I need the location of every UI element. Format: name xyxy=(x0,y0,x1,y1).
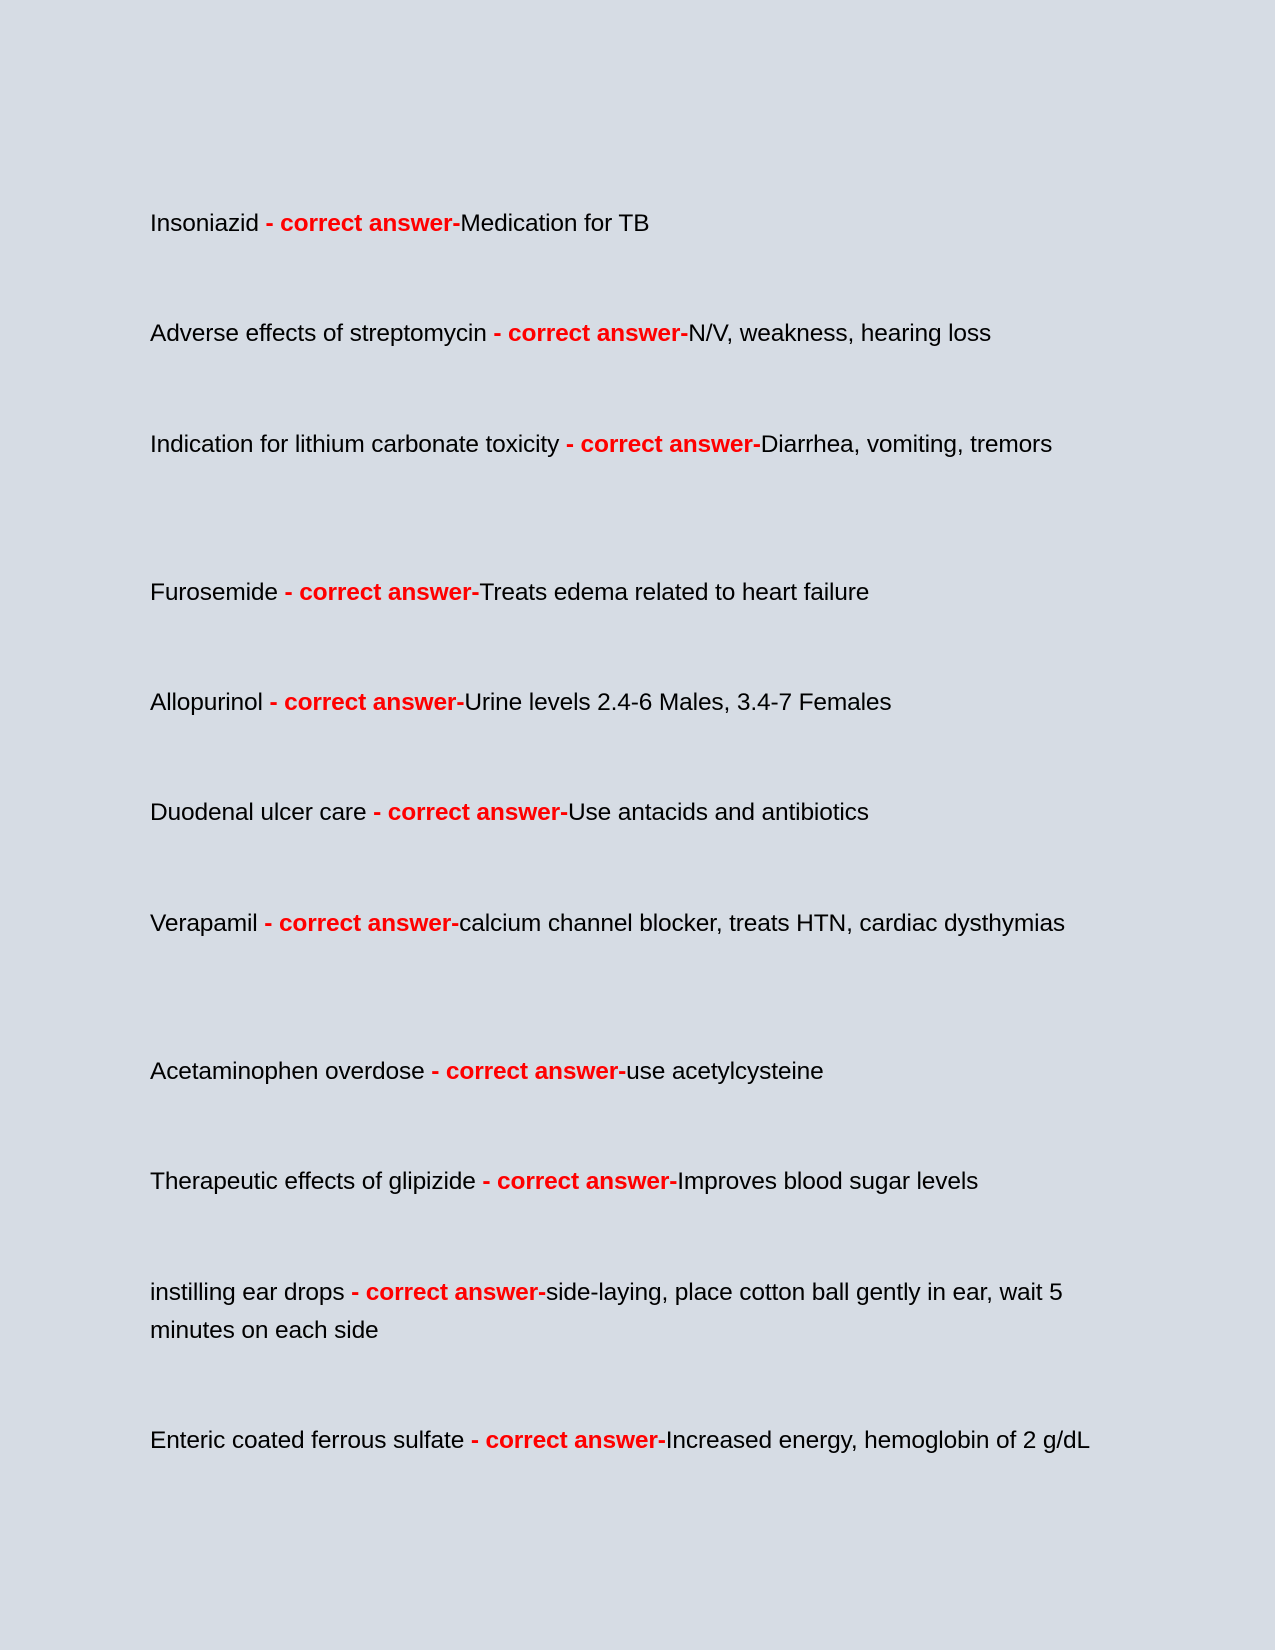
qa-item-6 xyxy=(150,794,1140,832)
question-text: Enteric coated ferrous sulfate xyxy=(150,1427,465,1454)
correct-answer-separator: - correct answer- xyxy=(482,1168,678,1195)
correct-answer-separator: - correct answer- xyxy=(565,431,761,458)
qa-item-5 xyxy=(150,684,1140,722)
qa-item-7 xyxy=(150,905,1140,943)
correct-answer-separator: - correct answer- xyxy=(373,799,568,826)
correct-answer-separator: - correct answer- xyxy=(284,579,480,606)
question-text: Duodenal ulcer care xyxy=(150,799,367,826)
qa-item-3 xyxy=(150,426,1140,464)
answer-text: calcium channel blocker, treats HTN, cardiac dysthymias xyxy=(459,910,1066,937)
correct-answer-separator: - correct answer- xyxy=(470,1427,666,1454)
question-text: Furosemide xyxy=(150,579,278,606)
answer-text: Diarrhea, vomiting, tremors xyxy=(760,431,1053,458)
qa-item-8 xyxy=(150,1053,1140,1091)
answer-text: Urine levels 2.4-6 Males, 3.4-7 Females xyxy=(464,689,892,716)
question-text: Verapamil xyxy=(150,910,258,937)
answer-text: N/V, weakness, hearing loss xyxy=(688,320,992,347)
answer-text: side-laying, place cotton ball gently in ear, wait 5 minutes on each side xyxy=(150,1279,1063,1344)
correct-answer-separator: - correct answer- xyxy=(269,689,465,716)
answer-text: use acetylcysteine xyxy=(626,1058,824,1085)
question-text: Acetaminophen overdose xyxy=(150,1058,425,1085)
answer-text: Treats edema related to heart failure xyxy=(479,579,870,606)
answer-text: Increased energy, hemoglobin of 2 g/dL xyxy=(665,1427,1090,1454)
qa-item-4 xyxy=(150,574,1140,612)
correct-answer-separator: - correct answer- xyxy=(431,1058,627,1085)
qa-item-9 xyxy=(150,1163,1140,1201)
correct-answer-separator: - correct answer- xyxy=(493,320,689,347)
document-page xyxy=(150,0,1140,1650)
answer-text: Improves blood sugar levels xyxy=(677,1168,979,1195)
qa-item-2 xyxy=(150,315,1140,353)
question-text: Allopurinol xyxy=(150,689,263,716)
question-text: Adverse effects of streptomycin xyxy=(150,320,487,347)
question-text: Therapeutic effects of glipizide xyxy=(150,1168,476,1195)
question-text: instilling ear drops xyxy=(150,1279,345,1306)
answer-text: Medication for TB xyxy=(460,210,650,237)
correct-answer-separator: - correct answer- xyxy=(351,1279,547,1306)
answer-text: Use antacids and antibiotics xyxy=(567,799,869,826)
question-text: Indication for lithium carbonate toxicity xyxy=(150,431,560,458)
qa-item-10 xyxy=(150,1274,1140,1350)
question-text: Insoniazid xyxy=(150,210,259,237)
qa-item-1 xyxy=(150,205,1140,243)
correct-answer-separator: - correct answer- xyxy=(265,210,461,237)
correct-answer-separator: - correct answer- xyxy=(264,910,460,937)
qa-item-11 xyxy=(150,1422,1140,1460)
